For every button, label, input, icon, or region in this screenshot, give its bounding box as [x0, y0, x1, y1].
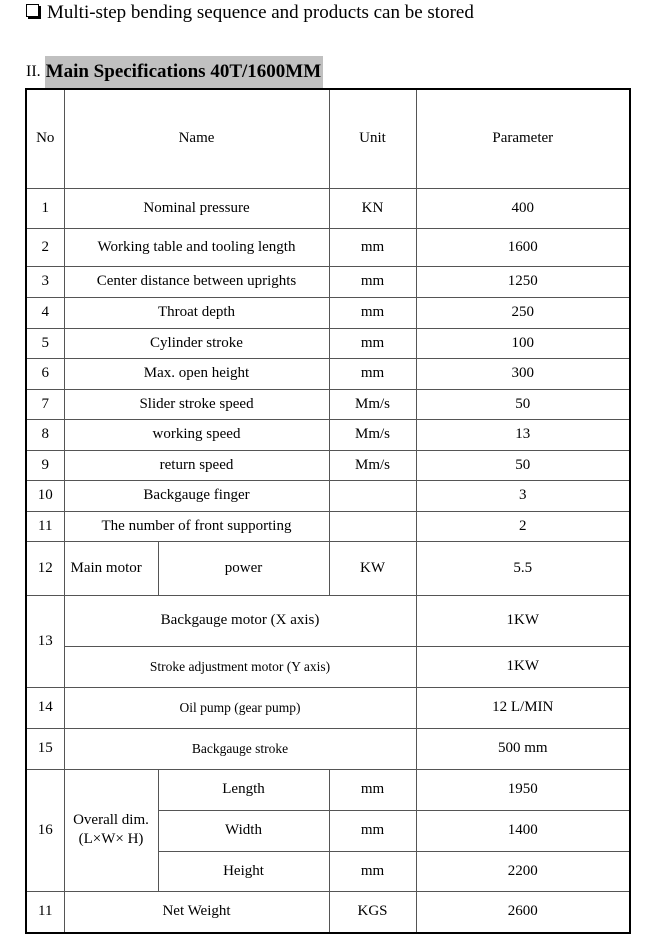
row-parameter: 1250 — [416, 266, 630, 297]
row-name: Cylinder stroke — [64, 328, 329, 358]
row-name: Oil pump (gear pump) — [64, 687, 416, 728]
row-no: 14 — [26, 687, 64, 728]
row-name: Throat depth — [64, 297, 329, 328]
feature-text: Multi-step bending sequence and products can be stored — [47, 2, 474, 23]
row-unit: mm — [329, 266, 416, 297]
section-number: II. — [26, 63, 41, 80]
row-unit — [329, 511, 416, 541]
header-no: No — [26, 89, 64, 188]
table-row — [26, 297, 630, 328]
table-row-backgauge-stroke — [26, 728, 630, 769]
row-name: Width — [158, 810, 329, 851]
row-unit: KW — [329, 541, 416, 595]
header-unit: Unit — [329, 89, 416, 188]
row-parameter: 2600 — [416, 891, 630, 933]
row-unit: mm — [329, 810, 416, 851]
row-no: 5 — [26, 328, 64, 358]
row-group: Main motor — [64, 541, 158, 595]
table-row-main-motor — [26, 541, 630, 595]
row-name: Stroke adjustment motor (Y axis) — [64, 646, 416, 687]
row-name: Backgauge motor (X axis) — [64, 595, 416, 646]
row-group: Overall dim.(L×W× H) — [64, 769, 158, 891]
row-unit: KGS — [329, 891, 416, 933]
row-no: 13 — [26, 595, 64, 687]
row-name: Working table and tooling length — [64, 228, 329, 266]
section-title: Main Specifications 40T/1600MM — [45, 56, 323, 88]
row-name: Nominal pressure — [64, 188, 329, 228]
row-name: Max. open height — [64, 358, 329, 389]
row-parameter: 300 — [416, 358, 630, 389]
table-row-motors — [26, 646, 630, 687]
header-parameter: Parameter — [416, 89, 630, 188]
table-header-row — [26, 89, 630, 188]
row-no: 10 — [26, 480, 64, 511]
table-row — [26, 328, 630, 358]
table-row-overall-dim — [26, 769, 630, 810]
table-row-motors — [26, 595, 630, 646]
row-name: Net Weight — [64, 891, 329, 933]
row-no: 9 — [26, 450, 64, 480]
row-parameter: 500 mm — [416, 728, 630, 769]
row-parameter: 2200 — [416, 851, 630, 891]
row-unit: mm — [329, 358, 416, 389]
row-name: Length — [158, 769, 329, 810]
row-unit — [329, 480, 416, 511]
table-row — [26, 266, 630, 297]
row-parameter: 400 — [416, 188, 630, 228]
row-unit: Mm/s — [329, 389, 416, 419]
row-unit: KN — [329, 188, 416, 228]
row-unit: mm — [329, 228, 416, 266]
row-no: 2 — [26, 228, 64, 266]
row-parameter: 5.5 — [416, 541, 630, 595]
checkbox-icon — [26, 4, 39, 17]
row-name: Backgauge finger — [64, 480, 329, 511]
row-unit: mm — [329, 297, 416, 328]
specifications-table — [25, 88, 631, 934]
row-parameter: 50 — [416, 389, 630, 419]
row-parameter: 1950 — [416, 769, 630, 810]
row-parameter: 1600 — [416, 228, 630, 266]
section-heading — [26, 56, 323, 88]
header-name: Name — [64, 89, 329, 188]
row-parameter: 100 — [416, 328, 630, 358]
table-row-oil-pump — [26, 687, 630, 728]
table-row — [26, 389, 630, 419]
row-parameter: 3 — [416, 480, 630, 511]
feature-bullet — [26, 1, 474, 25]
row-no: 6 — [26, 358, 64, 389]
table-row — [26, 188, 630, 228]
table-row — [26, 511, 630, 541]
row-parameter: 1KW — [416, 646, 630, 687]
row-name: working speed — [64, 419, 329, 450]
row-unit: Mm/s — [329, 450, 416, 480]
row-no: 15 — [26, 728, 64, 769]
row-no: 3 — [26, 266, 64, 297]
table-row — [26, 450, 630, 480]
table-row — [26, 480, 630, 511]
row-parameter: 13 — [416, 419, 630, 450]
row-name: Height — [158, 851, 329, 891]
row-name: Backgauge stroke — [64, 728, 416, 769]
row-no: 1 — [26, 188, 64, 228]
row-unit: mm — [329, 769, 416, 810]
row-no: 12 — [26, 541, 64, 595]
row-parameter: 12 L/MIN — [416, 687, 630, 728]
row-parameter: 250 — [416, 297, 630, 328]
row-no: 4 — [26, 297, 64, 328]
table-row — [26, 419, 630, 450]
table-row-net-weight — [26, 891, 630, 933]
table-row — [26, 358, 630, 389]
row-name: return speed — [64, 450, 329, 480]
row-name: The number of front supporting — [64, 511, 329, 541]
row-parameter: 2 — [416, 511, 630, 541]
row-unit: Mm/s — [329, 419, 416, 450]
row-parameter: 1KW — [416, 595, 630, 646]
row-no: 11 — [26, 891, 64, 933]
row-unit: mm — [329, 851, 416, 891]
row-parameter: 50 — [416, 450, 630, 480]
row-unit: mm — [329, 328, 416, 358]
row-no: 16 — [26, 769, 64, 891]
row-name: Center distance between uprights — [64, 266, 329, 297]
row-no: 11 — [26, 511, 64, 541]
row-name: Slider stroke speed — [64, 389, 329, 419]
row-no: 7 — [26, 389, 64, 419]
table-row — [26, 228, 630, 266]
row-name: power — [158, 541, 329, 595]
row-no: 8 — [26, 419, 64, 450]
row-parameter: 1400 — [416, 810, 630, 851]
